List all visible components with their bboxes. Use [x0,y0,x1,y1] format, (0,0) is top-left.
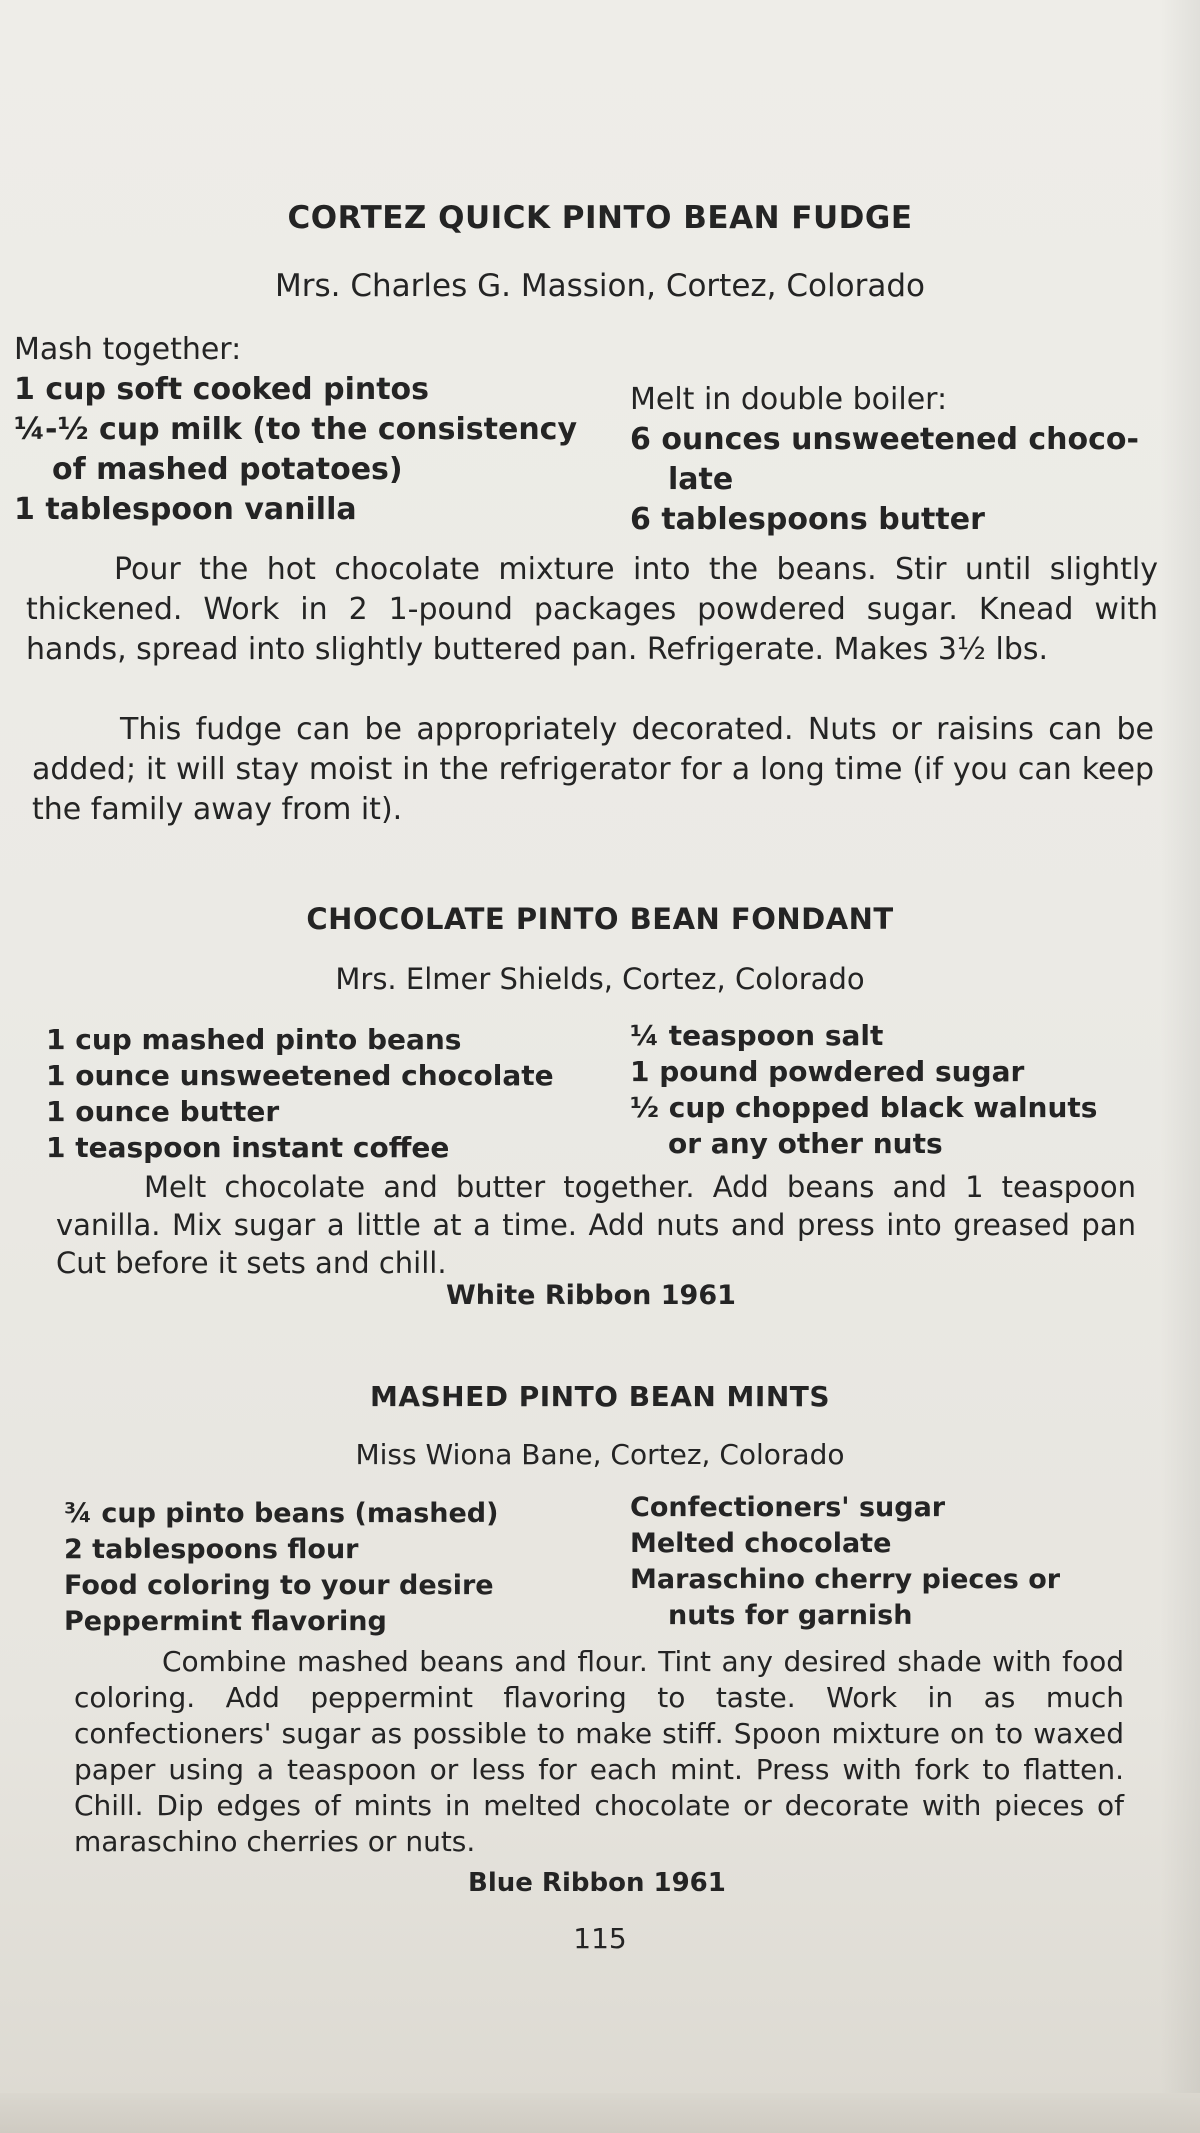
page-shadow [1160,0,1200,2133]
ingredient-item: late [668,462,734,497]
ingredient-item: Confectioners' sugar [630,1492,946,1523]
ingredient-item: 1 cup mashed pinto beans [46,1023,462,1056]
ingredients-right [630,1490,1060,1634]
ingredient-item: ¼ teaspoon salt [630,1019,884,1052]
ingredient-item: Food coloring to your desire [64,1570,494,1601]
ingredient-item: Peppermint flavoring [64,1606,387,1637]
ingredient-item: 2 tablespoons flour [64,1534,359,1565]
recipe-instructions: Melt chocolate and butter together. Add beans and 1 teaspoon vanilla. Mix sugar a little at a time. Add nuts and press into greased pan Cut before it sets and chill. [56,1170,1136,1280]
recipe-title: CORTEZ QUICK PINTO BEAN FUDGE [287,200,913,236]
ingredient-item: 1 teaspoon instant coffee [46,1131,450,1164]
ingredient-heading: Mash together: [14,332,242,367]
ingredient-item: or any other nuts [668,1127,943,1160]
award-ribbon: Blue Ribbon 1961 [468,1868,726,1898]
ingredient-item: 1 pound powdered sugar [630,1055,1025,1088]
ingredient-item: ¼-½ cup milk (to the consistency [14,412,578,447]
award-ribbon: White Ribbon 1961 [446,1280,736,1311]
ingredient-item: Melted chocolate [630,1528,892,1559]
ingredients-left [14,330,577,530]
ingredients-right [630,380,1139,540]
ingredient-item: 6 tablespoons butter [630,502,985,537]
ingredient-item: 1 cup soft cooked pintos [14,372,430,407]
recipe-author: Mrs. Elmer Shields, Cortez, Colorado [335,962,865,996]
ingredient-item: 1 ounce butter [46,1095,280,1128]
ingredient-item: ½ cup chopped black walnuts [630,1091,1098,1124]
ingredients-left [64,1496,498,1640]
recipe-author: Miss Wiona Bane, Cortez, Colorado [355,1438,845,1471]
recipe-instructions: Combine mashed beans and flour. Tint any desired shade with food coloring. Add peppermint flavoring to taste. Work in as much confectioners' sugar as possible to make stiff. Spoon mixture on to waxed paper using a teaspoon or less for each mint. Press with fork to flatten. Chill. Dip edges of mints in melted chocolate or decorate with pieces of maraschino cherries or nuts. [74,1645,1124,1858]
ingredients-right [630,1018,1097,1162]
ingredient-item: 1 ounce unsweetened chocolate [46,1059,554,1092]
ingredient-item: of mashed potatoes) [52,452,403,487]
ingredient-item: nuts for garnish [668,1600,913,1631]
recipe-author: Mrs. Charles G. Massion, Cortez, Colorado [275,268,925,304]
page-edge [0,2093,1200,2133]
recipe-instructions: Pour the hot chocolate mixture into the beans. Stir until slightly thickened. Work in 2 1-pound packages powdered sugar. Knead with hands, spread into slightly buttered pan. Refrigerate. Makes 3½ lbs. [26,552,1158,667]
recipe-title: MASHED PINTO BEAN MINTS [369,1380,831,1413]
ingredient-item: 6 ounces unsweetened choco- [630,422,1139,457]
ingredient-item: Maraschino cherry pieces or [630,1564,1061,1595]
ingredients-left [46,1022,554,1166]
recipe-note: This fudge can be appropriately decorated. Nuts or raisins can be added; it will stay moist in the refrigerator for a long time (if you can keep the family away from it). [32,712,1154,827]
ingredient-item: ¾ cup pinto beans (mashed) [64,1498,499,1529]
page-number: 115 [573,1922,627,1955]
recipe-title: CHOCOLATE PINTO BEAN FONDANT [306,902,894,936]
ingredient-heading: Melt in double boiler: [630,382,948,417]
ingredient-item: 1 tablespoon vanilla [14,492,357,527]
